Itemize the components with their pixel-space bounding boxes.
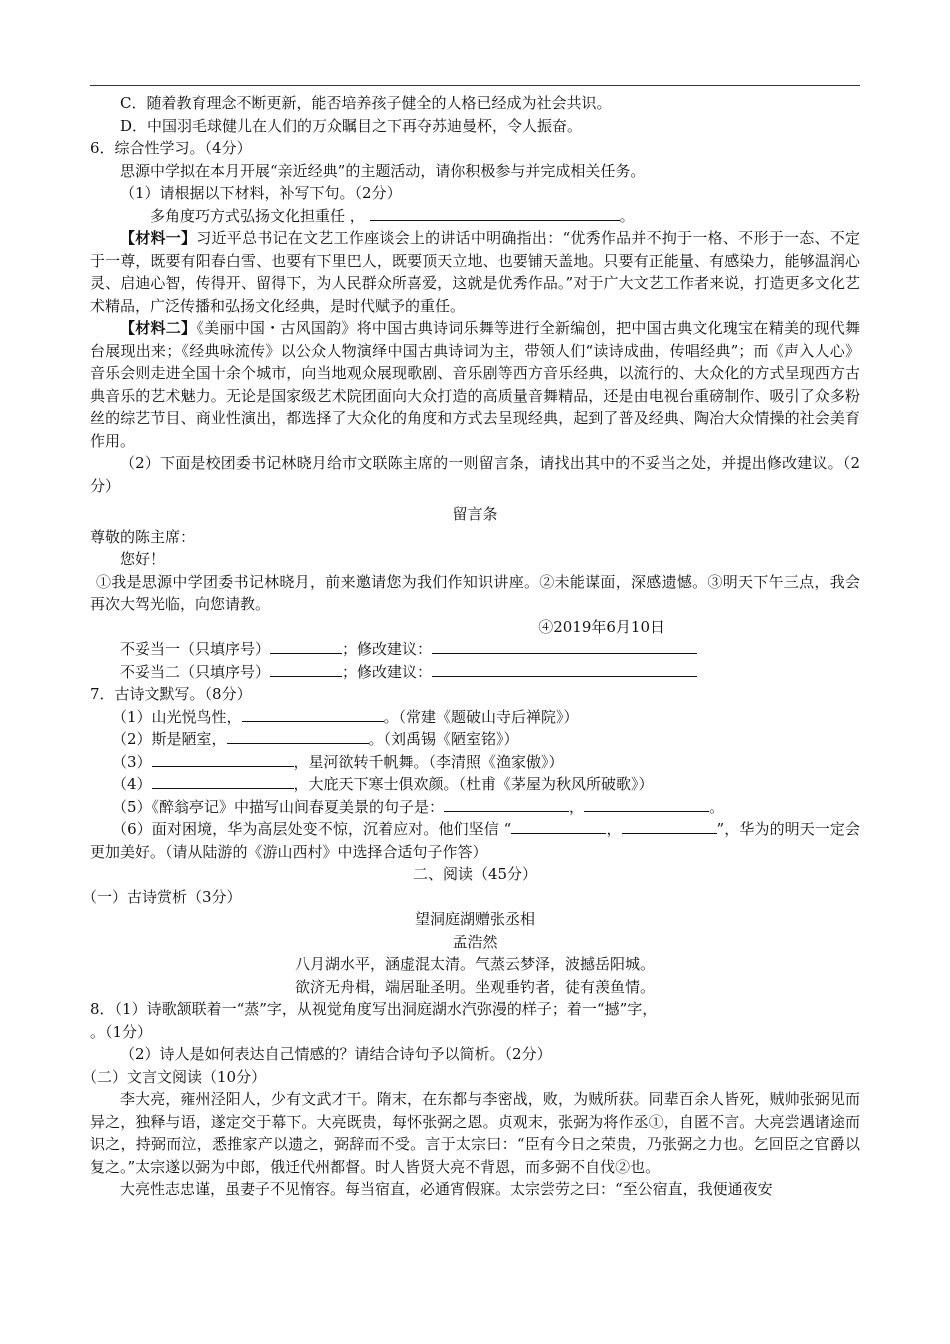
q7-item-3 xyxy=(90,751,860,774)
answer-blank[interactable] xyxy=(444,797,569,812)
wrong-two-blank[interactable] xyxy=(270,662,342,677)
material-two-label: 【材料二】 xyxy=(120,319,197,337)
option-c: C．随着教育理念不断更新，能否培养孩子健全的人格已经成为社会共识。 xyxy=(120,94,612,112)
item-source: 。（刘禹锡《陋室铭》） xyxy=(368,730,519,748)
classical-paragraph-2: 大亮性志忠谨，虽妻子不见惰容。每当宿直，必通宵假寐。太宗尝劳之曰：“至公宿直，我便通夜安 xyxy=(120,1180,773,1198)
item-text: （4） xyxy=(112,775,152,793)
q7-item-1 xyxy=(90,706,860,729)
classical-part-heading: （二）文言文阅读（10分） xyxy=(82,1067,267,1086)
poem-line-2: 欲济无舟楫，端居耻圣明。坐观垂钓者，徒有羡鱼情。 xyxy=(294,977,655,996)
item-text: （2）斯是陋室， xyxy=(112,730,227,748)
wrong-one-blank[interactable] xyxy=(270,639,342,654)
prompt-end: 。 xyxy=(619,206,635,225)
option-d: D．中国羽毛球健儿在人们的万众瞩目之下再夺苏迪曼杯，令人振奋。 xyxy=(120,116,583,135)
q7-item-2 xyxy=(90,728,860,751)
answer-blank[interactable] xyxy=(370,206,620,221)
answer-blank[interactable] xyxy=(511,819,606,834)
q8-1b: 。（1分） xyxy=(90,1022,153,1041)
q8-1: 8．（1）诗歌颔联着一“蒸”字，从视觉角度写出洞庭湖水汽弥漫的样子；着一“撼”字， xyxy=(90,1000,658,1018)
answer-blank[interactable] xyxy=(152,774,294,789)
suggest-label: ；修改建议： xyxy=(342,662,433,681)
q7-item-4 xyxy=(90,773,860,796)
answer-blank[interactable] xyxy=(242,707,384,722)
wrong-two-label: 不妥当二（只填序号） xyxy=(120,662,271,681)
q6-heading: 6．综合性学习。（4分） xyxy=(90,139,252,157)
poem-title: 望洞庭湖赠张丞相 xyxy=(414,910,535,928)
note-salutation: 尊敬的陈主席： xyxy=(90,527,196,546)
item-comma: ， xyxy=(606,820,622,838)
section-two-heading: 二、阅读（45分） xyxy=(412,865,538,883)
q8-2: （2）诗人是如何表达自己情感的？请结合诗句予以简析。（2分） xyxy=(120,1045,552,1063)
note-date: ④2019年6月10日 xyxy=(538,617,665,636)
prompt-text: 多角度巧方式弘扬文化担重任 ， xyxy=(150,206,365,225)
material-one xyxy=(90,227,860,317)
q7-heading: 7．古诗文默写。（8分） xyxy=(90,685,252,703)
header-rule xyxy=(90,85,860,86)
wrong-two-row xyxy=(90,661,860,684)
q6-intro: 思源中学拟在本月开展“亲近经典”的主题活动，请你积极参与并完成相关任务。 xyxy=(120,161,646,180)
exam-page xyxy=(82,92,861,1201)
suggest-one-blank[interactable] xyxy=(432,639,697,654)
suggest-two-blank[interactable] xyxy=(432,662,697,677)
item-text: （3） xyxy=(112,752,152,771)
item-source: ，星河欲转千帆舞。（李清照《渔家傲》） xyxy=(293,752,564,771)
material-two xyxy=(90,317,860,452)
material-two-text: 《美丽中国・古风国韵》将中国古典诗词乐舞等进行全新编创，把中国古典文化瑰宝在精美的现代舞台展现出来；《经典咏流传》以公众人物演绎中国古典诗词为主，带领人们“读诗成曲，传唱经典”；而《声入人心》音乐会则走进全国十余个城市，向当地观众展现歌剧、音乐剧等西方音乐经典，以流行的、大众化的方式呈现西方古典音乐的艺术魅力。无论是国家级艺术院团面向大众打造的高质量音舞精品，还是由电视台重磅制作、吸引了众多粉丝的综艺节目、商业性演出，都选择了大众化的角度和方式去呈现经典，起到了普及经典、陶冶大众情操的社会美育作用。 xyxy=(90,319,860,450)
classical-paragraph-1: 李大亮，雍州泾阳人，少有文武才干。隋末，在东都与李密战，败，为贼所获。同辈百余人皆死，贼帅张弼见而异之，独释与语，遂定交于幕下。大亮既贵，每怀张弼之恩。贞观末，张弼为将作丞①，自匿不言。大亮尝遇诸途而识之，持弼而泣，悉推家产以遗之，弼辞而不受。言于太宗曰：“臣有今日之荣贵，乃张弼之力也。乞回臣之官爵以复之。”太宗遂以弼为中郎，俄迁代州都督。时人皆贤大亮不背恩，而多弼不自伐②也。 xyxy=(90,1090,860,1176)
note-title: 留言条 xyxy=(452,505,498,523)
poem-part-heading: （一）古诗赏析（3分） xyxy=(82,887,242,906)
answer-blank[interactable] xyxy=(622,819,717,834)
item-tail: ”，华为的明天一定会更加美好。（请从陆游的《游山西村》中选择合适句子作答） xyxy=(90,820,861,861)
note-body: ①我是思源中学团委书记林晓月，前来邀请您为我们作知识讲座。②未能谋面，深感遗憾。③明天下午三点，我会再次大驾光临，向您请教。 xyxy=(90,572,860,613)
q6-sub1: （1）请根据以下材料，补写下句。（2分） xyxy=(120,184,402,202)
poem-author: 孟浩然 xyxy=(452,932,498,951)
item-comma: ， xyxy=(569,797,585,816)
material-one-label: 【材料一】 xyxy=(120,229,197,247)
answer-blank[interactable] xyxy=(584,797,709,812)
q6-sub2: （2）下面是校团委书记林晓月给市文联陈主席的一则留言条，请找出其中的不妥当之处，并提出修改建议。（2分） xyxy=(90,454,860,495)
item-text: （5）《醉翁亭记》中描写山间春夏美景的句子是： xyxy=(112,797,445,816)
answer-blank[interactable] xyxy=(152,752,294,767)
wrong-one-label: 不妥当一（只填序号） xyxy=(120,640,271,658)
item-text: （1）山光悦鸟性， xyxy=(112,707,242,726)
item-source: ，大庇天下寒士俱欢颜。（杜甫《茅屋为秋风所破歌》） xyxy=(293,775,654,793)
material-one-text: 习近平总书记在文艺工作座谈会上的讲话中明确指出：“优秀作品并不拘于一格、不形于一态、不定于一尊，既要有阳春白雪、也要有下里巴人，既要顶天立地、也要铺天盖地。只要有正能量、有感染力，能够温润心灵、启迪心智，传得开、留得下，为人民群众所喜爱，这就是优秀作品。”对于广大文艺工作者来说，打造更多文化艺术精品，广泛传播和弘扬文化经典，是时代赋予的重任。 xyxy=(90,229,860,315)
q7-item-6 xyxy=(90,818,860,863)
answer-blank[interactable] xyxy=(227,729,369,744)
wrong-one-row xyxy=(90,638,860,661)
q6-sub1-prompt xyxy=(90,205,860,228)
item-source: 。（常建《题破山寺后禅院》） xyxy=(383,707,579,726)
poem-line-1: 八月湖水平，涵虚混太清。气蒸云梦泽，波撼岳阳城。 xyxy=(294,955,655,973)
suggest-label: ；修改建议： xyxy=(342,640,433,658)
item-end: 。 xyxy=(709,797,725,816)
q7-item-5 xyxy=(90,796,860,819)
note-greeting: 您好！ xyxy=(120,550,166,568)
item-text: （6）面对困境，华为高层处变不惊，沉着应对。他们坚信 “ xyxy=(112,820,512,838)
